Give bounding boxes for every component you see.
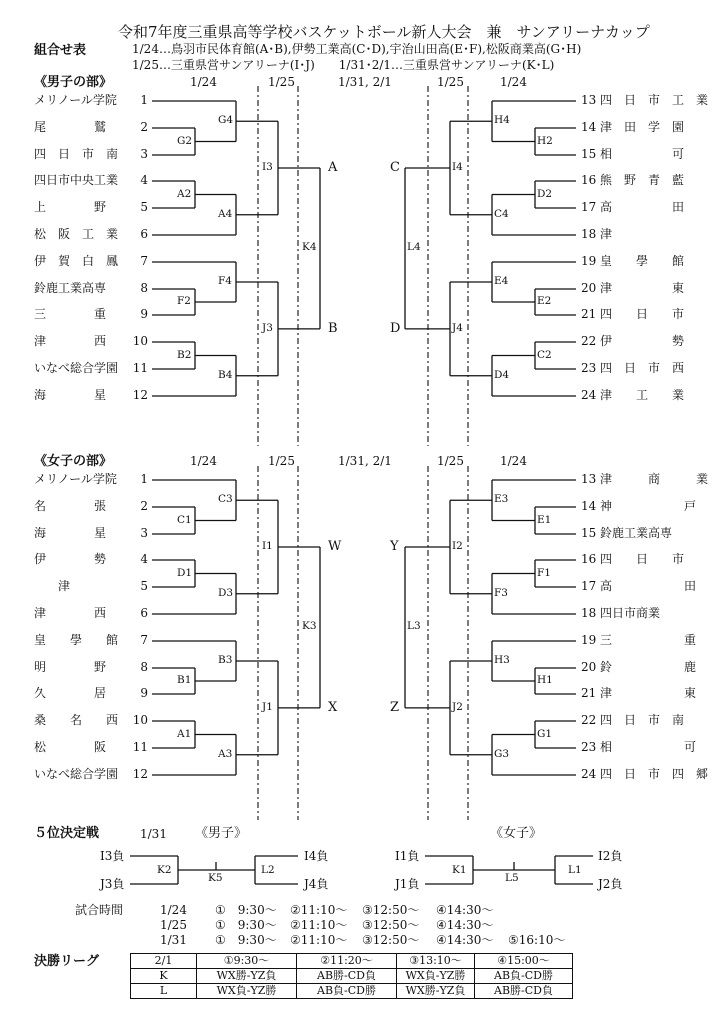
men-left-seed-11: 11 xyxy=(132,361,148,375)
women-left-team-7: 皇 學 館 xyxy=(34,633,119,647)
final-league-cell: L xyxy=(131,984,197,999)
fifth-place-date: 1/31 xyxy=(140,827,167,841)
men-right-team-15: 相 可 xyxy=(600,147,685,161)
men-match-a2: A2 xyxy=(177,187,192,200)
final-league-table xyxy=(130,953,573,999)
venue-line-1: 1/24…鳥羽市民体育館(A･B),伊勢工業高(C･D),宇治山田高(E･F),松阪商業高(G･H) xyxy=(132,42,582,56)
time-slot: ②11:10～ xyxy=(290,933,348,947)
women-left-team-11: 松 阪 xyxy=(34,740,107,754)
women-match-g1: G1 xyxy=(537,727,553,740)
time-slot: ②11:10～ xyxy=(290,918,348,932)
fifth-women-bottom-left: J1負 xyxy=(395,877,420,891)
final-league-cell: WX負-YZ勝 xyxy=(197,984,297,999)
men-left-team-10: 津 西 xyxy=(34,334,107,348)
women-match-j2: J2 xyxy=(452,700,463,713)
men-match-e2: E2 xyxy=(537,295,552,307)
men-match-g2: G2 xyxy=(177,134,193,147)
final-league-cell: ②11:20～ xyxy=(297,954,397,969)
time-slot: ③12:50～ xyxy=(362,903,420,917)
men-right-seed-15: 15 xyxy=(581,147,597,161)
men-date-final: 1/31, 2/1 xyxy=(338,75,392,89)
men-division-label: 《男子の部》 xyxy=(34,75,113,90)
men-left-seed-4: 4 xyxy=(140,173,148,187)
women-division-label: 《女子の部》 xyxy=(34,454,113,469)
final-league-cell: WX負-YZ勝 xyxy=(397,969,475,984)
men-left-seed-2: 2 xyxy=(140,120,148,134)
men-match-g4: G4 xyxy=(218,114,234,127)
women-right-team-24: 四 日 市 四 郷 xyxy=(600,767,709,781)
women-left-team-6: 津 西 xyxy=(34,606,107,620)
women-right-team-17: 高 田 xyxy=(600,579,697,593)
time-slot: ③12:50～ xyxy=(362,918,420,932)
women-right-seed-20: 20 xyxy=(581,660,597,674)
men-match-b2: B2 xyxy=(177,348,192,361)
men-match-d4: D4 xyxy=(494,368,510,381)
women-left-seed-12: 12 xyxy=(132,767,148,781)
men-left-team-6: 松 阪 工 業 xyxy=(34,227,119,241)
time-row-date: 1/24 xyxy=(160,903,187,917)
men-right-team-22: 伊 勢 xyxy=(600,334,685,348)
men-match-j3: J3 xyxy=(262,321,273,334)
men-left-seed-6: 6 xyxy=(140,227,148,241)
women-right-team-15: 鈴鹿工業高専 xyxy=(600,526,673,540)
men-right-team-18: 津 xyxy=(600,227,613,241)
men-left-seed-12: 12 xyxy=(132,388,148,402)
men-left-team-8: 鈴鹿工業高専 xyxy=(34,281,107,295)
time-row-date: 1/25 xyxy=(160,918,187,932)
men-left-team-5: 上 野 xyxy=(34,200,107,214)
men-date-124-right: 1/24 xyxy=(500,75,527,89)
women-right-team-20: 鈴 鹿 xyxy=(600,660,697,674)
men-left-team-11: いなべ総合学園 xyxy=(34,361,119,375)
men-right-seed-22: 22 xyxy=(581,334,597,348)
women-match-l3: L3 xyxy=(407,620,421,633)
men-slot-c: C xyxy=(390,160,400,175)
fifth-women-k: K1 xyxy=(452,864,467,876)
men-right-seed-18: 18 xyxy=(581,227,597,241)
women-left-team-1: メリノール学院 xyxy=(34,472,117,486)
women-left-seed-1: 1 xyxy=(140,472,148,486)
fifth-women-l: L1 xyxy=(568,864,582,876)
women-match-c3: C3 xyxy=(218,493,233,506)
men-left-seed-7: 7 xyxy=(140,254,148,268)
women-left-team-12: いなべ総合学園 xyxy=(34,767,119,781)
final-league-cell: ④15:00～ xyxy=(475,954,573,969)
men-match-i3: I3 xyxy=(262,161,273,173)
time-slot: ① 9:30～ xyxy=(215,933,277,947)
fifth-men-label: 《男子》 xyxy=(195,826,248,841)
men-left-seed-1: 1 xyxy=(140,93,148,107)
women-right-seed-16: 16 xyxy=(581,552,597,566)
women-left-team-10: 桑 名 西 xyxy=(34,713,119,727)
fifth-men-k: K2 xyxy=(157,864,172,876)
women-match-c1: C1 xyxy=(177,513,192,526)
women-left-team-8: 明 野 xyxy=(34,660,107,674)
tournament-title: 令和7年度三重県高等学校バスケットボール新人大会 兼 サンアリーナカップ xyxy=(118,23,650,41)
fifth-women-mid: L5 xyxy=(505,872,519,884)
women-date-125-right: 1/25 xyxy=(437,454,464,468)
men-left-seed-8: 8 xyxy=(140,281,148,295)
women-left-team-5: 津 xyxy=(34,579,71,593)
final-league-cell: AB負-CD勝 xyxy=(297,984,397,999)
women-match-i2: I2 xyxy=(452,540,463,552)
women-match-h3: H3 xyxy=(494,654,510,666)
final-league-cell: 2/1 xyxy=(131,954,197,969)
women-left-seed-6: 6 xyxy=(140,606,148,620)
men-match-f2: F2 xyxy=(177,295,191,307)
fifth-men-top-left: I3負 xyxy=(100,849,125,863)
men-right-team-13: 四 日 市 工 業 xyxy=(600,93,709,107)
women-right-seed-13: 13 xyxy=(581,472,597,486)
men-right-seed-19: 19 xyxy=(581,254,597,268)
fifth-men-l: L2 xyxy=(261,864,275,876)
men-match-k4: K4 xyxy=(302,241,317,254)
men-slot-d: D xyxy=(390,320,401,336)
women-left-team-3: 海 星 xyxy=(34,526,107,540)
fifth-women-bottom-right: J2負 xyxy=(598,877,623,891)
women-right-team-19: 三 重 xyxy=(600,633,697,647)
final-league-cell: ③13:10～ xyxy=(397,954,475,969)
women-right-seed-21: 21 xyxy=(581,686,597,700)
women-left-seed-8: 8 xyxy=(140,660,148,674)
women-slot-x: X xyxy=(328,699,338,715)
women-left-seed-3: 3 xyxy=(140,526,148,540)
men-right-team-16: 熊 野 青 藍 xyxy=(600,173,685,187)
men-date-125-left: 1/25 xyxy=(268,75,295,89)
venue-line-2: 1/25…三重県営サンアリーナ(I･J) 1/31･2/1…三重県営サンアリーナ(K･L) xyxy=(132,58,555,72)
women-left-seed-4: 4 xyxy=(140,552,148,566)
men-match-c4: C4 xyxy=(494,207,509,220)
men-left-team-4: 四日市中央工業 xyxy=(34,173,119,187)
men-left-team-7: 伊 賀 白 鳳 xyxy=(34,254,119,268)
women-date-124-left: 1/24 xyxy=(190,454,217,468)
final-league-row xyxy=(131,954,573,969)
men-right-team-24: 津 工 業 xyxy=(600,388,685,402)
men-right-seed-24: 24 xyxy=(581,388,597,402)
women-date-final: 1/31, 2/1 xyxy=(338,454,392,468)
women-right-team-21: 津 東 xyxy=(600,686,697,700)
fifth-men-bottom-right: J4負 xyxy=(304,877,329,891)
fifth-women-label: 《女子》 xyxy=(490,826,543,841)
final-league-cell: K xyxy=(131,969,197,984)
women-left-seed-7: 7 xyxy=(140,633,148,647)
men-match-f4: F4 xyxy=(218,275,232,287)
men-right-team-19: 皇 學 館 xyxy=(600,254,685,268)
women-right-team-16: 四 日 市 xyxy=(600,552,685,566)
women-slot-w: W xyxy=(328,539,342,554)
men-right-seed-16: 16 xyxy=(581,173,597,187)
women-match-f1: F1 xyxy=(537,566,551,579)
final-league-cell: AB勝-CD負 xyxy=(475,984,573,999)
final-league-cell: AB負-CD勝 xyxy=(475,969,573,984)
fifth-men-bottom-left: J3負 xyxy=(100,877,125,891)
men-match-a4: A4 xyxy=(218,207,233,220)
women-right-seed-23: 23 xyxy=(581,740,597,754)
men-slot-b: B xyxy=(328,320,338,336)
time-slot: ⑤16:10～ xyxy=(508,933,566,947)
women-match-e1: E1 xyxy=(537,513,552,526)
women-date-124-right: 1/24 xyxy=(500,454,527,468)
women-match-b3: B3 xyxy=(218,654,233,666)
men-right-seed-14: 14 xyxy=(581,120,597,134)
men-match-i4: I4 xyxy=(452,161,463,173)
women-right-seed-18: 18 xyxy=(581,606,597,620)
women-left-seed-10: 10 xyxy=(132,713,148,727)
final-league-row xyxy=(131,984,573,999)
fifth-men-top-right: I4負 xyxy=(304,849,329,863)
women-slot-y: Y xyxy=(390,539,399,554)
women-right-seed-17: 17 xyxy=(581,579,597,593)
women-right-team-23: 相 可 xyxy=(600,740,697,754)
men-left-seed-5: 5 xyxy=(140,200,148,214)
time-slot: ① 9:30～ xyxy=(215,903,277,917)
women-right-team-13: 津 商 業 xyxy=(600,472,709,486)
men-left-team-2: 尾 鷲 xyxy=(34,120,107,134)
men-right-team-17: 高 田 xyxy=(600,200,685,214)
fifth-place-label: ５位決定戦 xyxy=(34,826,100,841)
men-left-seed-3: 3 xyxy=(140,147,148,161)
men-match-h2: H2 xyxy=(537,134,553,147)
men-left-seed-9: 9 xyxy=(140,307,148,321)
men-slot-a: A xyxy=(328,160,338,175)
men-match-j4: J4 xyxy=(452,321,463,334)
men-date-125-right: 1/25 xyxy=(437,75,464,89)
men-match-e4: E4 xyxy=(494,275,509,287)
men-left-team-9: 三 重 xyxy=(34,307,107,321)
time-slot: ④14:30～ xyxy=(436,918,494,932)
women-match-f3: F3 xyxy=(494,586,508,599)
men-right-team-21: 四 日 市 xyxy=(600,307,685,321)
men-left-team-3: 四 日 市 南 xyxy=(34,147,119,161)
men-date-124-left: 1/24 xyxy=(190,75,217,89)
women-right-seed-24: 24 xyxy=(581,767,597,781)
women-match-g3: G3 xyxy=(494,747,510,760)
women-match-h1: H1 xyxy=(537,674,553,686)
men-left-team-12: 海 星 xyxy=(34,388,107,402)
women-right-team-22: 四 日 市 南 xyxy=(600,713,685,727)
fifth-women-top-right: I2負 xyxy=(598,849,623,863)
men-match-h4: H4 xyxy=(494,114,510,127)
men-right-seed-20: 20 xyxy=(581,281,597,295)
women-left-seed-2: 2 xyxy=(140,499,148,513)
time-slot: ① 9:30～ xyxy=(215,918,277,932)
time-slot: ②11:10～ xyxy=(290,903,348,917)
women-right-seed-15: 15 xyxy=(581,526,597,540)
men-match-l4: L4 xyxy=(407,241,421,254)
women-right-seed-14: 14 xyxy=(581,499,597,513)
women-match-i1: I1 xyxy=(262,540,273,552)
women-date-125-left: 1/25 xyxy=(268,454,295,468)
women-match-a1: A1 xyxy=(177,727,192,740)
time-row-date: 1/31 xyxy=(160,933,187,947)
women-match-b1: B1 xyxy=(177,674,192,686)
women-match-j1: J1 xyxy=(262,700,273,713)
men-match-d2: D2 xyxy=(537,187,553,200)
women-match-d1: D1 xyxy=(177,566,193,579)
time-slot: ④14:30～ xyxy=(436,933,494,947)
women-match-e3: E3 xyxy=(494,493,509,506)
times-label: 試合時間 xyxy=(75,903,124,917)
final-league-label: 決勝リーグ xyxy=(34,954,100,969)
men-match-c2: C2 xyxy=(537,348,552,361)
women-match-k3: K3 xyxy=(302,620,317,633)
women-left-seed-11: 11 xyxy=(132,740,148,754)
women-left-team-2: 名 張 xyxy=(34,499,107,513)
women-slot-z: Z xyxy=(390,699,400,715)
final-league-cell: WX勝-YZ負 xyxy=(197,969,297,984)
men-match-b4: B4 xyxy=(218,368,233,381)
women-match-d3: D3 xyxy=(218,586,234,599)
section-heading: 組合せ表 xyxy=(34,43,87,58)
men-left-team-1: メリノール学院 xyxy=(34,93,117,107)
men-right-seed-17: 17 xyxy=(581,200,597,214)
men-right-team-23: 四 日 市 西 xyxy=(600,361,685,375)
women-left-team-9: 久 居 xyxy=(34,686,107,700)
women-right-team-18: 四日市商業 xyxy=(600,606,661,620)
time-slot: ③12:50～ xyxy=(362,933,420,947)
women-right-seed-22: 22 xyxy=(581,713,597,727)
women-match-a3: A3 xyxy=(218,747,233,760)
women-left-seed-5: 5 xyxy=(140,579,148,593)
men-right-team-14: 津 田 学 園 xyxy=(600,120,685,134)
fifth-women-top-left: I1負 xyxy=(395,849,420,863)
men-right-team-20: 津 東 xyxy=(600,281,685,295)
men-right-seed-23: 23 xyxy=(581,361,597,375)
final-league-cell: AB勝-CD負 xyxy=(297,969,397,984)
final-league-row xyxy=(131,969,573,984)
women-left-team-4: 伊 勢 xyxy=(34,552,107,566)
men-left-seed-10: 10 xyxy=(132,334,148,348)
women-left-seed-9: 9 xyxy=(140,686,148,700)
women-right-team-14: 神 戸 xyxy=(600,499,697,513)
men-right-seed-21: 21 xyxy=(581,307,597,321)
fifth-men-mid: K5 xyxy=(208,872,223,884)
final-league-cell: ①9:30～ xyxy=(197,954,297,969)
time-slot: ④14:30～ xyxy=(436,903,494,917)
women-right-seed-19: 19 xyxy=(581,633,597,647)
men-right-seed-13: 13 xyxy=(581,93,597,107)
final-league-cell: WX勝-YZ負 xyxy=(397,984,475,999)
